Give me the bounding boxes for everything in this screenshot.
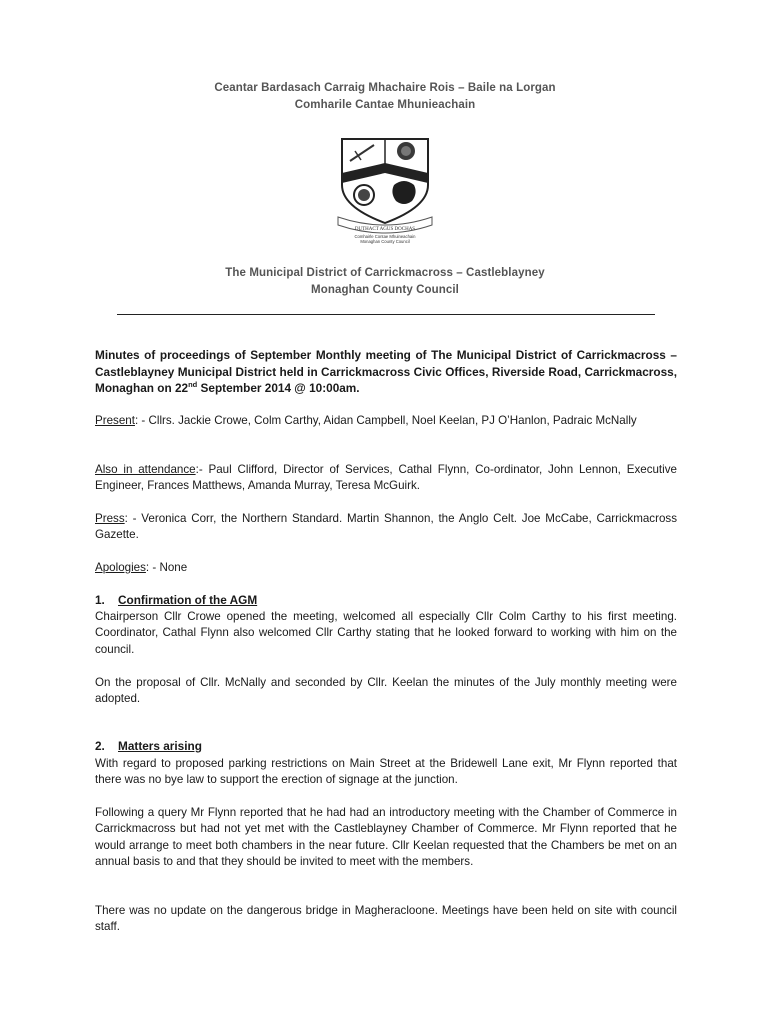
crest-caption-2: Monaghan County Council (360, 239, 410, 244)
title-text-2: September 2014 @ 10:00am. (197, 381, 360, 396)
council-crest-logo (332, 133, 438, 245)
district-header-line2: Monaghan County Council (311, 284, 459, 296)
apologies-paragraph (95, 560, 677, 576)
section1-paragraph2: On the proposal of Cllr. McNally and seconded by Cllr. Keelan the minutes of the July monthly meeting were adopted. (95, 676, 677, 706)
attendance-text: :- Paul Clifford, Director of Services, Cathal Flynn, Co-ordinator, John Lennon, Executive Engineer, Frances Matthews, Amanda Murray, Teresa McGuirk. (95, 463, 677, 493)
title-superscript: nd (188, 380, 198, 390)
attendance-label: Also in attendance (95, 463, 196, 476)
press-label: Press (95, 512, 125, 525)
section1-heading (95, 593, 257, 607)
section2-number: 2. (95, 739, 105, 753)
section2-paragraph3: There was no update on the dangerous bridge in Magheracloone. Meetings have been held on site with council staff. (95, 904, 677, 934)
minutes-title (95, 347, 677, 397)
present-text: : - Cllrs. Jackie Crowe, Colm Carthy, Aidan Campbell, Noel Keelan, PJ O’Hanlon, Padraic McNally (134, 414, 637, 427)
section2-paragraph2: Following a query Mr Flynn reported that he had had an introductory meeting with the Chamber of Commerce in Carrickmacross but had not yet met with the Castleblayney Chamber of Commerce. Mr Flynn reported that he would arrange to meet both chambers in the near future. Cllr Keelan requested that the Chambers be met on an annual basis to and that they should be invited to meet with the members. (95, 806, 677, 869)
press-paragraph (95, 511, 677, 544)
present-label: Present (95, 414, 135, 427)
section1-paragraph1: Chairperson Cllr Crowe opened the meeting, welcomed all especially Cllr Colm Carthy to his first meeting. Coordinator, Cathal Flynn also welcomed Cllr Carthy stating that he looked forward to working with him on the council. (95, 610, 677, 656)
irish-header-line2: Comharile Cantae Mhunieachain (294, 99, 476, 111)
apologies-text: : - None (145, 561, 188, 574)
section2-heading (95, 739, 202, 753)
attendance-paragraph (95, 462, 677, 495)
section2-paragraph1: With regard to proposed parking restrictions on Main Street at the Bridewell Lane exit, Mr Flynn reported that there was no bye law to support the erection of signage at the junction. (95, 757, 677, 787)
irish-header-line1: Ceantar Bardasach Carraig Mhachaire Rois – Baile na Lorgan (214, 82, 556, 94)
press-text: : - Veronica Corr, the Northern Standard. Martin Shannon, the Anglo Celt. Joe McCabe, Carrickmacross Gazette. (95, 512, 677, 542)
present-paragraph (95, 413, 677, 429)
title-text-1: Minutes of proceedings of September Monthly meeting of The Municipal District of Carrickmacross – Castleblayney Municipal District held in Carrickmacross Civic Offices, Riverside Road, Carrickmacross, Monaghan on 22 (95, 348, 677, 396)
crest-motto: DUTHACT AGUS DOCHAS (354, 227, 416, 232)
section1-title: Confirmation of the AGM (118, 593, 258, 607)
section2-title: Matters arising (118, 739, 202, 753)
apologies-label: Apologies (95, 561, 146, 574)
district-header-line1: The Municipal District of Carrickmacross – Castleblayney (225, 267, 545, 279)
section1-number: 1. (95, 593, 105, 607)
header-divider (117, 314, 655, 315)
crest-caption-1: Comhairle Contae Mhuineachain (354, 234, 416, 239)
